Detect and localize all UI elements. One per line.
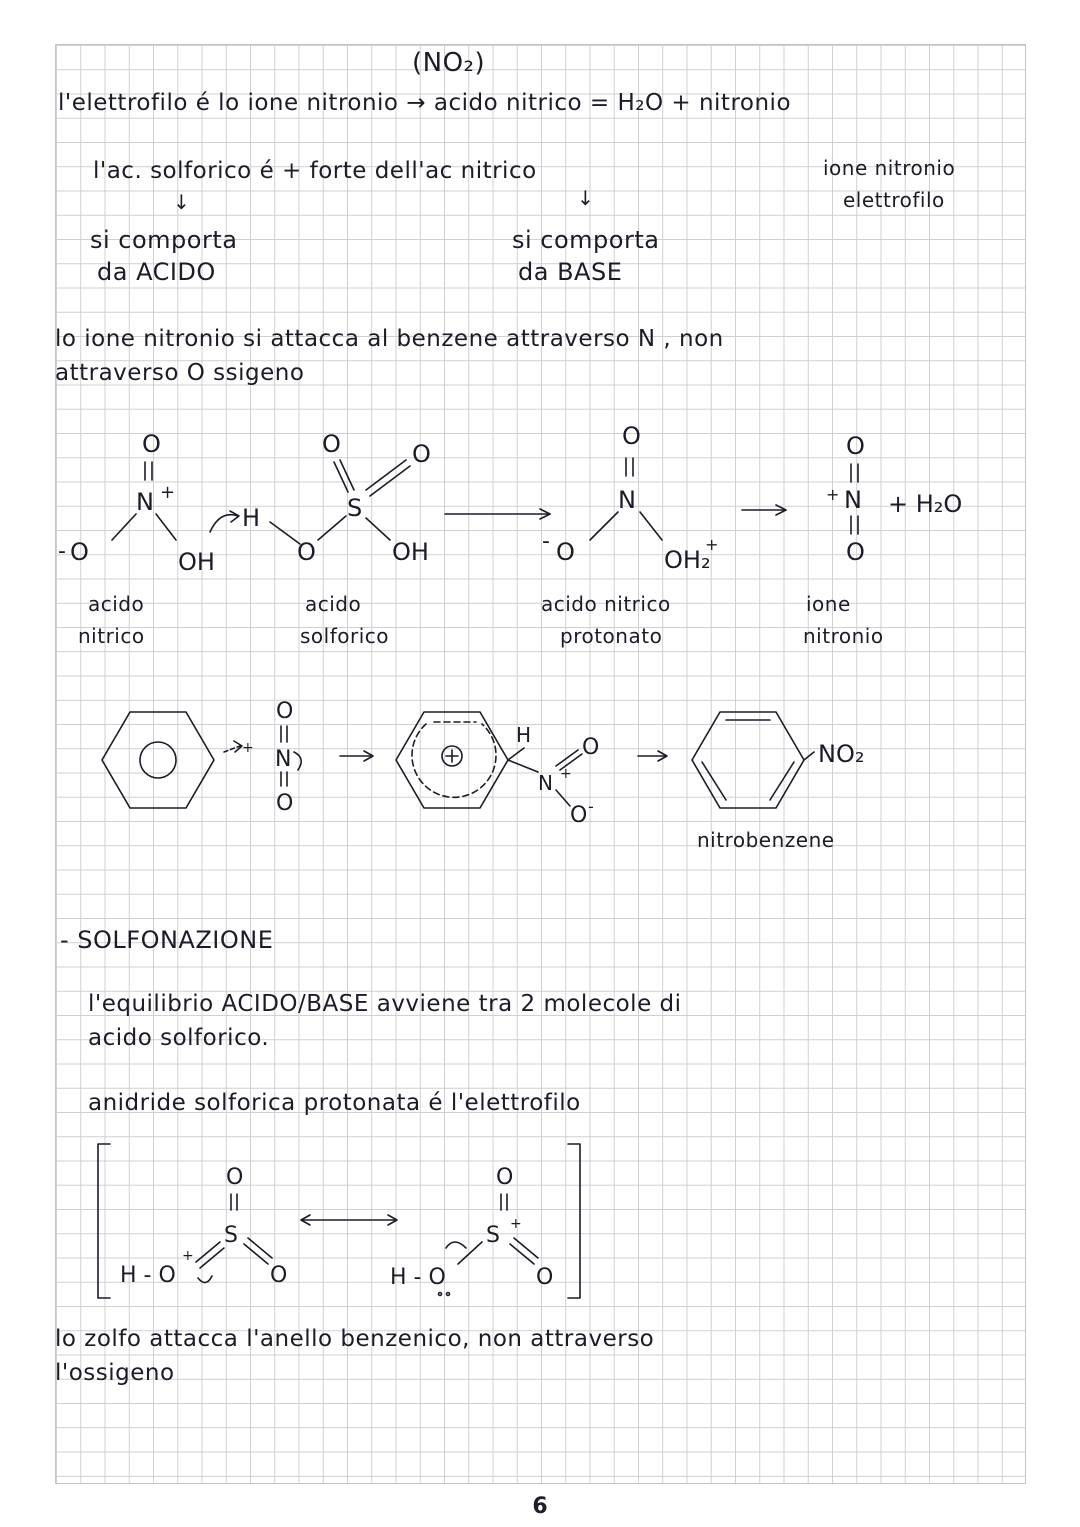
charge-plus: + xyxy=(182,1248,194,1264)
page-number: 6 xyxy=(532,1494,548,1519)
arrow-down-acid: ↓ xyxy=(173,190,191,214)
group-H-O: H - O xyxy=(120,1263,176,1288)
equilibrium-line-2: acido solforico. xyxy=(88,1025,270,1051)
atom-O: O xyxy=(582,735,600,760)
label-nitric-2: nitrico xyxy=(78,624,145,648)
label-nitronium-1: ione xyxy=(806,592,851,616)
group-H-O: H - O xyxy=(390,1265,446,1290)
group-OH2: OH₂ xyxy=(664,546,711,574)
charge-plus: + xyxy=(160,482,176,503)
atom-O: O xyxy=(226,1165,244,1190)
side-note-nitronium: ione nitronio xyxy=(823,156,956,180)
charge-minus: - xyxy=(588,797,594,816)
section-title-sulfonation: - SOLFONAZIONE xyxy=(60,926,274,954)
atom-N: N xyxy=(538,771,553,795)
atom-H: H xyxy=(516,723,532,747)
group-OH: OH xyxy=(178,548,215,576)
sulfur-attack-line-2: l'ossigeno xyxy=(55,1360,175,1386)
acid-note-2: da ACIDO xyxy=(97,258,216,286)
label-protonated-1: acido nitrico xyxy=(541,592,671,616)
atom-S: S xyxy=(224,1223,238,1248)
atom-O: O xyxy=(276,791,294,816)
label-nitrobenzene: nitrobenzene xyxy=(697,828,835,852)
acid-note-1: si comporta xyxy=(90,226,238,254)
atom-N: N xyxy=(136,488,154,516)
atom-N: N xyxy=(275,747,292,772)
equilibrium-line-1: l'equilibrio ACIDO/BASE avviene tra 2 molecole di xyxy=(88,991,682,1017)
sulfuric-stronger-line: l'ac. solforico é + forte dell'ac nitrico xyxy=(93,158,537,184)
atom-O: O xyxy=(846,432,865,460)
electrophile-line: l'elettrofilo é lo ione nitronio → acido nitrico = H₂O + nitronio xyxy=(58,90,792,116)
atom-O: O xyxy=(622,422,641,450)
atom-S: S xyxy=(347,494,363,522)
arrow-down-base: ↓ xyxy=(577,186,595,210)
atom-O: O xyxy=(536,1265,554,1290)
atom-N: N xyxy=(844,486,862,514)
nitro-group: NO₂ xyxy=(818,740,865,768)
atom-O: O xyxy=(412,440,431,468)
label-sulfuric-1: acido xyxy=(305,592,362,616)
charge-plus: + xyxy=(826,485,840,504)
base-note-2: da BASE xyxy=(518,258,623,286)
sulfur-attack-line-1: lo zolfo attacca l'anello benzenico, non attraverso xyxy=(55,1326,655,1352)
atom-O: O xyxy=(270,1263,288,1288)
nitronium-formula-label: (NO₂) xyxy=(412,48,486,78)
atom-O: O xyxy=(70,538,89,566)
atom-O: O xyxy=(322,430,341,458)
nitronium-formation-scheme xyxy=(50,410,1040,610)
base-note-1: si comporta xyxy=(512,226,660,254)
atom-O: O xyxy=(496,1165,514,1190)
atom-O: O xyxy=(846,538,865,566)
water: + H₂O xyxy=(888,490,963,518)
label-protonated-2: protonato xyxy=(560,624,663,648)
benzene-nitration-scheme xyxy=(90,690,1020,840)
charge-plus: + xyxy=(705,535,719,554)
atom-N: N xyxy=(618,486,636,514)
label-sulfuric-2: solforico xyxy=(300,624,390,648)
label-nitronium-2: nitronio xyxy=(803,624,884,648)
atom-O: O xyxy=(297,538,316,566)
atom-S: S xyxy=(486,1223,500,1248)
group-OH: OH xyxy=(392,538,429,566)
atom-O: O xyxy=(556,538,575,566)
atom-H: H xyxy=(242,504,261,532)
atom-O: O xyxy=(142,430,161,458)
charge-plus: + xyxy=(560,766,572,782)
charge-minus: - xyxy=(542,529,550,554)
side-note-electrophile: elettrofilo xyxy=(843,188,945,212)
label-nitric-1: acido xyxy=(88,592,145,616)
charge-plus: + xyxy=(242,740,254,756)
anhydride-line: anidride solforica protonata é l'elettrofilo xyxy=(88,1090,581,1116)
atom-O: O xyxy=(570,803,588,828)
atom-O: O xyxy=(276,699,294,724)
attack-line-1: lo ione nitronio si attacca al benzene attraverso N , non xyxy=(55,326,724,352)
charge-minus: - xyxy=(58,539,66,564)
charge-plus: + xyxy=(510,1216,522,1232)
attack-line-2: attraverso O ssigeno xyxy=(55,360,305,386)
sulfonation-resonance-scheme xyxy=(90,1138,590,1308)
